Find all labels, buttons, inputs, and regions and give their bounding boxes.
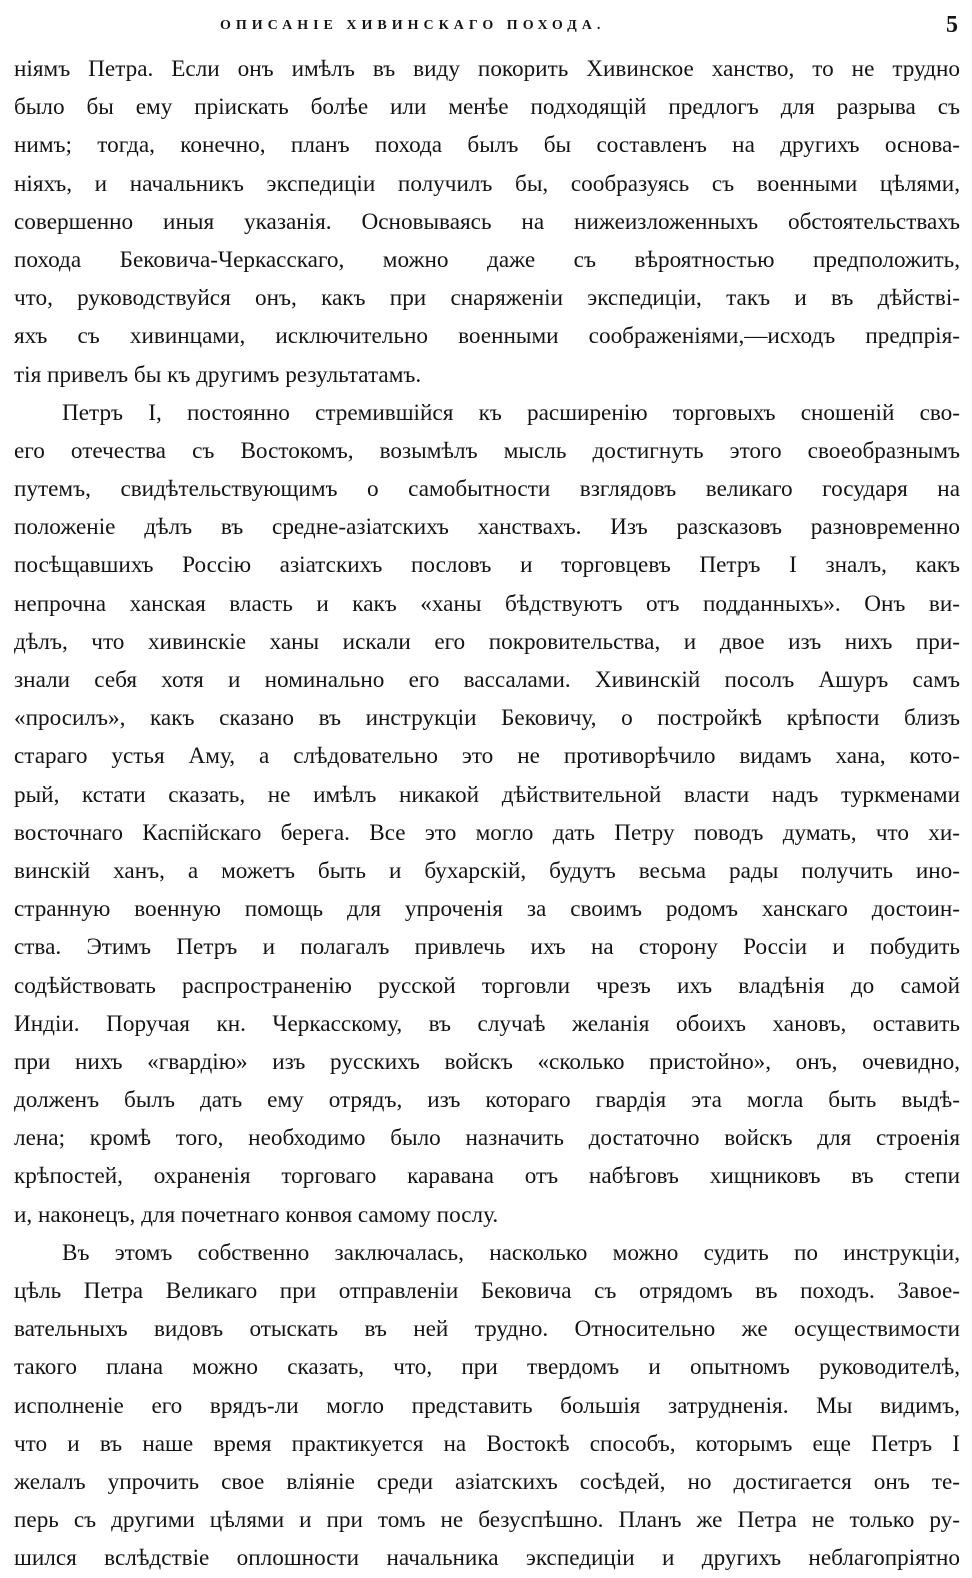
- text-line: ніяхъ, и начальникъ экспедиціи получилъ бы, сообразуясь съ военными цѣлями,: [14, 170, 960, 197]
- text-line: цѣль Петра Великаго при отправленіи Бековича съ отрядомъ въ походъ. Завое-: [14, 1278, 960, 1304]
- text-line: вательныхъ видовъ отыскать въ ней трудно. Относительно же осуществимости: [14, 1316, 960, 1343]
- text-line: и, наконецъ, для почетнаго конвоя самому послу.: [14, 1201, 499, 1228]
- text-line: дѣлъ, что хивинскіе ханы искали его покровительства, и двое изъ нихъ при-: [14, 628, 960, 655]
- paragraph-1: [14, 50, 960, 394]
- running-title: ОПИСАНІЕ ХИВИНСКАГО ПОХОДА.: [220, 18, 606, 33]
- text-line: желалъ упрочить свое вліяніе среди азіатскихъ сосѣдей, но достигается онъ те-: [14, 1468, 960, 1495]
- text-line: винскій ханъ, а можетъ быть и бухарскій, будутъ весьма рады получить ино-: [14, 857, 960, 884]
- text-line: яхъ съ хивинцами, исключительно военными соображеніями,—исходъ предпрія-: [14, 323, 960, 350]
- text-line: совершенно иныя указанія. Основываясь на нижеизложенныхъ обстоятельствахъ: [14, 208, 960, 235]
- text-line: странную военную помощь для упроченія за своимъ родомъ ханскаго достоин-: [14, 896, 960, 923]
- text-line: шился вслѣдствіе оплошности начальника экспедиціи и другихъ неблагопріятно: [14, 1545, 960, 1572]
- text-line: ніямъ Петра. Если онъ имѣлъ въ виду покорить Хивинское ханство, то не трудно: [14, 56, 960, 82]
- text-line: тія привелъ бы къ другимъ результатамъ.: [14, 361, 422, 388]
- text-line: исполненіе его врядъ-ли могло представить большія затрудненія. Мы видимъ,: [14, 1392, 960, 1419]
- text-line: Петръ I, постоянно стремившійся къ расширенію торговыхъ сношеній сво-: [62, 399, 960, 426]
- running-head: [14, 12, 960, 42]
- text-line: содѣйствовать распространенію русской торговли чрезъ ихъ владѣнія до самой: [14, 972, 960, 999]
- text-line: его отечества съ Востокомъ, возымѣлъ мысль достигнуть этого своеобразнымъ: [14, 437, 960, 464]
- text-line: лена; кромѣ того, необходимо было назначить достаточно войскъ для строенія: [14, 1125, 960, 1152]
- text-line: что, руководствуйся онъ, какъ при снаряженіи экспедиціи, такъ и въ дѣйстві-: [14, 285, 960, 312]
- text-line: путемъ, свидѣтельствующимъ о самобытности взглядовъ великаго государя на: [14, 476, 960, 503]
- text-line: стараго устья Аму, а слѣдовательно это не противорѣчило видамъ хана, кото-: [14, 743, 960, 770]
- text-line: Въ этомъ собственно заключалась, насколько можно судить по инструкціи,: [62, 1239, 960, 1266]
- text-line: непрочна ханская власть и какъ «ханы бѣдствуютъ отъ подданныхъ». Онъ ви-: [14, 590, 960, 617]
- body-text: [14, 50, 960, 1578]
- text-line: похода Бековича-Черкасскаго, можно даже съ вѣроятностью предположить,: [14, 246, 960, 273]
- text-line: знали себя хотя и номинально его вассалами. Хивинскій посолъ Ашуръ самъ: [14, 667, 960, 693]
- text-line: такого плана можно сказать, что, при твердомъ и опытномъ руководителѣ,: [14, 1354, 960, 1381]
- text-line: долженъ былъ дать ему отрядъ, изъ котораго гвардія эта могла быть выдѣ-: [14, 1087, 960, 1114]
- text-line: восточнаго Каспійскаго берега. Все это могло дать Петру поводъ думать, что хи-: [14, 819, 960, 846]
- paragraph-3: [14, 1234, 960, 1578]
- page-number: 5: [946, 12, 958, 38]
- text-line: что и въ наше время практикуется на Востокѣ способъ, которымъ еще Петръ I: [14, 1430, 960, 1457]
- text-line: рый, кстати сказать, не имѣлъ никакой дѣйствительной власти надъ туркменами: [14, 781, 960, 808]
- text-line: нимъ; тогда, конечно, планъ похода былъ бы составленъ на другихъ основа-: [14, 132, 960, 159]
- text-line: положеніе дѣлъ въ средне-азіатскихъ ханствахъ. Изъ разсказовъ разновременно: [14, 514, 960, 541]
- text-line: было бы ему пріискать болѣе или менѣе подходящій предлогъ для разрыва съ: [14, 94, 960, 121]
- paragraph-2: [14, 394, 960, 1234]
- text-line: при нихъ «гвардію» изъ русскихъ войскъ «сколько пристойно», онъ, очевидно,: [14, 1048, 960, 1075]
- text-line: ства. Этимъ Петръ и полагалъ привлечь ихъ на сторону Россіи и побудить: [14, 934, 960, 961]
- text-line: «просилъ», какъ сказано въ инструкціи Бековичу, о постройкѣ крѣпости близъ: [14, 705, 960, 732]
- text-line: Индіи. Поручая кн. Черкасскому, въ случаѣ желанія обоихъ хановъ, оставить: [14, 1010, 960, 1037]
- document-page: [14, 0, 960, 1572]
- text-line: посѣщавшихъ Россію азіатскихъ пословъ и торговцевъ Петръ I зналъ, какъ: [14, 552, 960, 579]
- text-line: перь съ другими цѣлями и при томъ не безуспѣшно. Планъ же Петра не только ру-: [14, 1507, 960, 1534]
- text-line: крѣпостей, охраненія торговаго каравана отъ набѣговъ хищниковъ въ степи: [14, 1163, 960, 1190]
